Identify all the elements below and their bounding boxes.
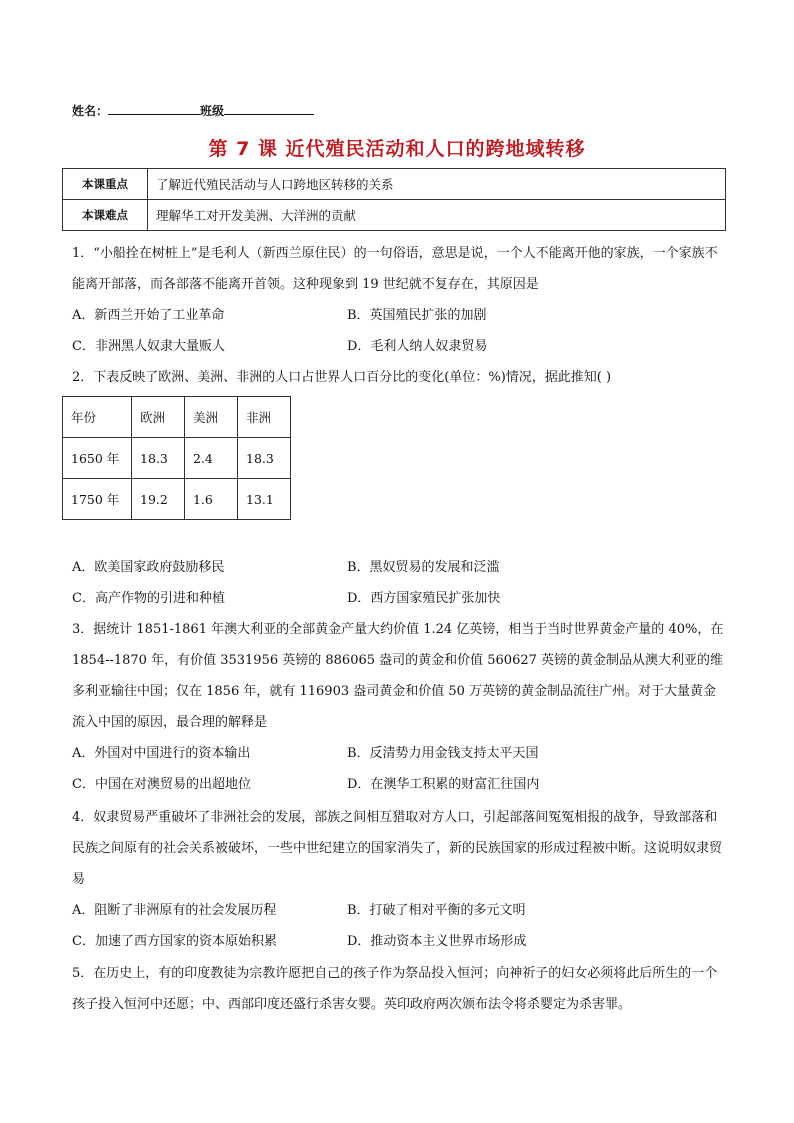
table-cell: 1650 年	[63, 438, 132, 479]
table-cell: 19.2	[132, 479, 185, 520]
difficulty-label: 本课难点	[63, 200, 148, 231]
question-2-option-c[interactable]: C．高产作物的引进和种植	[72, 591, 225, 606]
key-point-value: 了解近代殖民活动与人口跨地区转移的关系	[148, 169, 726, 200]
class-blank[interactable]	[224, 102, 314, 115]
question-2-option-b[interactable]: B．黑奴贸易的发展和泛滥	[347, 560, 500, 575]
question-4-stem: 4．奴隶贸易严重破坏了非洲社会的发展，部族之间相互猎取对方人口，引起部落间冤冤相报的战争，导致部落和民族之间原有的社会关系被破坏，一些中世纪建立的国家消失了，新的民族国家的形成过程被中断。这说明奴隶贸易	[72, 810, 723, 887]
table-cell: 2.4	[185, 438, 238, 479]
table-cell: 13.1	[238, 479, 291, 520]
question-1-option-a[interactable]: A．新西兰开始了工业革命	[72, 308, 225, 323]
table-row	[63, 169, 726, 200]
question-4-option-c[interactable]: C．加速了西方国家的资本原始积累	[72, 934, 277, 949]
question-3-option-c[interactable]: C．中国在对澳贸易的出超地位	[72, 777, 251, 792]
header-year: 年份	[63, 397, 132, 438]
name-blank[interactable]	[108, 102, 200, 115]
header-americas: 美洲	[185, 397, 238, 438]
key-point-label: 本课重点	[63, 169, 148, 200]
question-4-option-a[interactable]: A．阻断了非洲原有的社会发展历程	[72, 903, 277, 918]
question-3-option-a[interactable]: A．外国对中国进行的资本输出	[72, 746, 251, 761]
table-cell: 1750 年	[63, 479, 132, 520]
question-2-stem: 2．下表反映了欧洲、美洲、非洲的人口占世界人口百分比的变化(单位：%)情况，据此推知( )	[72, 370, 612, 385]
table-cell: 18.3	[238, 438, 291, 479]
header-africa: 非洲	[238, 397, 291, 438]
table-row	[63, 200, 726, 231]
question-1-option-b[interactable]: B．英国殖民扩张的加剧	[347, 308, 487, 323]
question-4-option-b[interactable]: B．打破了相对平衡的多元文明	[347, 903, 526, 918]
table-header-row	[63, 397, 291, 438]
question-3-option-d[interactable]: D．在澳华工积累的财富汇往国内	[347, 777, 540, 792]
header-europe: 欧洲	[132, 397, 185, 438]
table-cell: 1.6	[185, 479, 238, 520]
question-1-stem: 1．“小船拴在树桩上”是毛利人（新西兰原住民）的一句俗语，意思是说，一个人不能离开他的家族，一个家族不能离开部落，而各部落不能离开首领。这种现象到 19 世纪就不复存在，其原因是	[72, 246, 718, 292]
question-2-option-a[interactable]: A．欧美国家政府鼓励移民	[72, 560, 225, 575]
question-3-stem: 3．据统计 1851-1861 年澳大利亚的全部黄金产量大约价值 1.24 亿英镑，相当于当时世界黄金产量的 40%，在 1854--1870 年，有价值 3531956 英镑的 886065 盎司的黄金和价值 560627 英镑的黄金制品从澳大利亚的维多利亚输往中国；仅在 1856 年，就有 116903 盎司黄金和价值 50 万英镑的黄金制品流往广州。对于大量黄金流入中国的原因，最合理的解释是	[72, 622, 724, 730]
class-label: 班级	[200, 104, 225, 118]
lesson-title: 第 7 课 近代殖民活动和人口的跨地域转移	[208, 138, 586, 160]
name-label: 姓名：	[72, 104, 109, 118]
question-1-option-c[interactable]: C．非洲黑人奴隶大量贩人	[72, 339, 225, 354]
question-1-option-d[interactable]: D．毛利人纳人奴隶贸易	[347, 339, 488, 354]
student-info-line	[72, 102, 314, 119]
question-4-option-d[interactable]: D．推动资本主义世界市场形成	[347, 934, 527, 949]
question-3-option-b[interactable]: B．反清势力用金钱支持太平天国	[347, 746, 539, 761]
lesson-info-table	[62, 168, 726, 231]
question-5-stem: 5．在历史上，有的印度教徒为宗教许愿把自己的孩子作为祭品投入恒河；向神祈子的妇女必须将此后所生的一个孩子投入恒河中还愿；中、西部印度还盛行杀害女婴。英印政府两次颁布法令将杀婴定为杀害罪。	[72, 966, 718, 1012]
population-table	[62, 396, 291, 520]
table-row	[63, 479, 291, 520]
table-row	[63, 438, 291, 479]
difficulty-value: 理解华工对开发美洲、大洋洲的贡献	[148, 200, 726, 231]
table-cell: 18.3	[132, 438, 185, 479]
question-2-option-d[interactable]: D．西方国家殖民扩张加快	[347, 591, 501, 606]
